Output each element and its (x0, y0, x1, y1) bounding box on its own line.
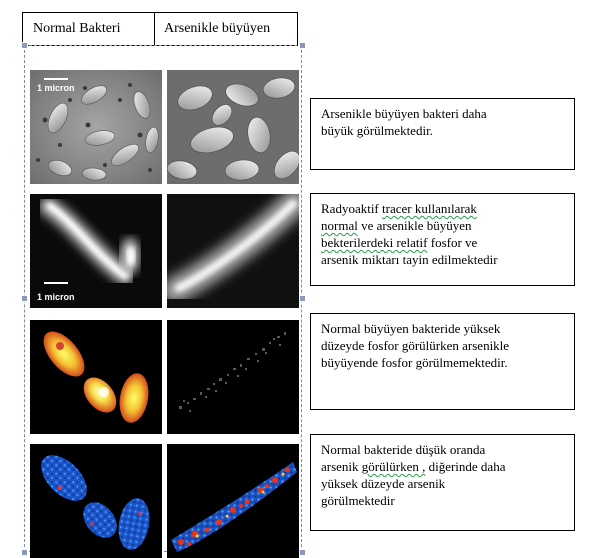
resize-handle-top-right[interactable] (299, 42, 306, 49)
phosphorus-map-arsenic (167, 320, 299, 434)
note-line: düzeyde fosfor görülürken arsenikle (321, 338, 510, 353)
note-phosphorus (310, 313, 575, 410)
note-text: normal ve arsenikle büyüyen (321, 218, 472, 233)
note-line (321, 200, 564, 217)
note-line: büyüyende fosfor görülmemektedir. (321, 355, 508, 370)
column-header-table (22, 12, 298, 46)
note-line: yüksek düzeyde arsenik (321, 476, 446, 491)
resize-handle-mid-left[interactable] (21, 295, 28, 302)
scale-label: 1 micron (37, 292, 75, 302)
note-line (321, 234, 564, 251)
note-arsenic (310, 434, 575, 531)
resize-handle-bottom-right[interactable] (299, 549, 306, 556)
note-text: bekterilerdeki relatif fosfor ve (321, 235, 478, 250)
note-line (321, 458, 564, 475)
sem-image-normal (30, 70, 162, 184)
phosphorus-map-normal (30, 320, 162, 434)
tracer-image-normal (30, 194, 162, 308)
scale-bar (44, 282, 68, 284)
note-line: Arsenikle büyüyen bakteri daha (321, 106, 487, 121)
note-text: arsenik görülürken , diğerinde daha (321, 459, 506, 474)
note-tracer (310, 193, 575, 286)
note-size (310, 98, 575, 170)
note-text: Radyoaktif tracer kullanılarak (321, 201, 477, 216)
resize-handle-bottom-left[interactable] (21, 549, 28, 556)
resize-handle-top-left[interactable] (21, 42, 28, 49)
note-line: Normal bakteride düşük oranda (321, 442, 486, 457)
note-line: büyük görülmektedir. (321, 123, 433, 138)
note-line: Normal büyüyen bakteride yüksek (321, 321, 501, 336)
note-line (321, 217, 564, 234)
resize-handle-mid-right[interactable] (299, 295, 306, 302)
scale-bar (44, 78, 68, 80)
header-normal-bacteria: Normal Bakteri (23, 13, 155, 45)
tracer-image-arsenic (167, 194, 299, 308)
arsenic-map-normal (30, 444, 162, 558)
scale-label: 1 micron (37, 83, 75, 93)
sem-image-arsenic (167, 70, 299, 184)
header-arsenic-grown: Arsenikle büyüyen (164, 21, 271, 36)
note-line: arsenik miktarı tayin edilmektedir (321, 252, 498, 267)
note-line: görülmektedir (321, 493, 395, 508)
arsenic-map-arsenic (167, 444, 299, 558)
